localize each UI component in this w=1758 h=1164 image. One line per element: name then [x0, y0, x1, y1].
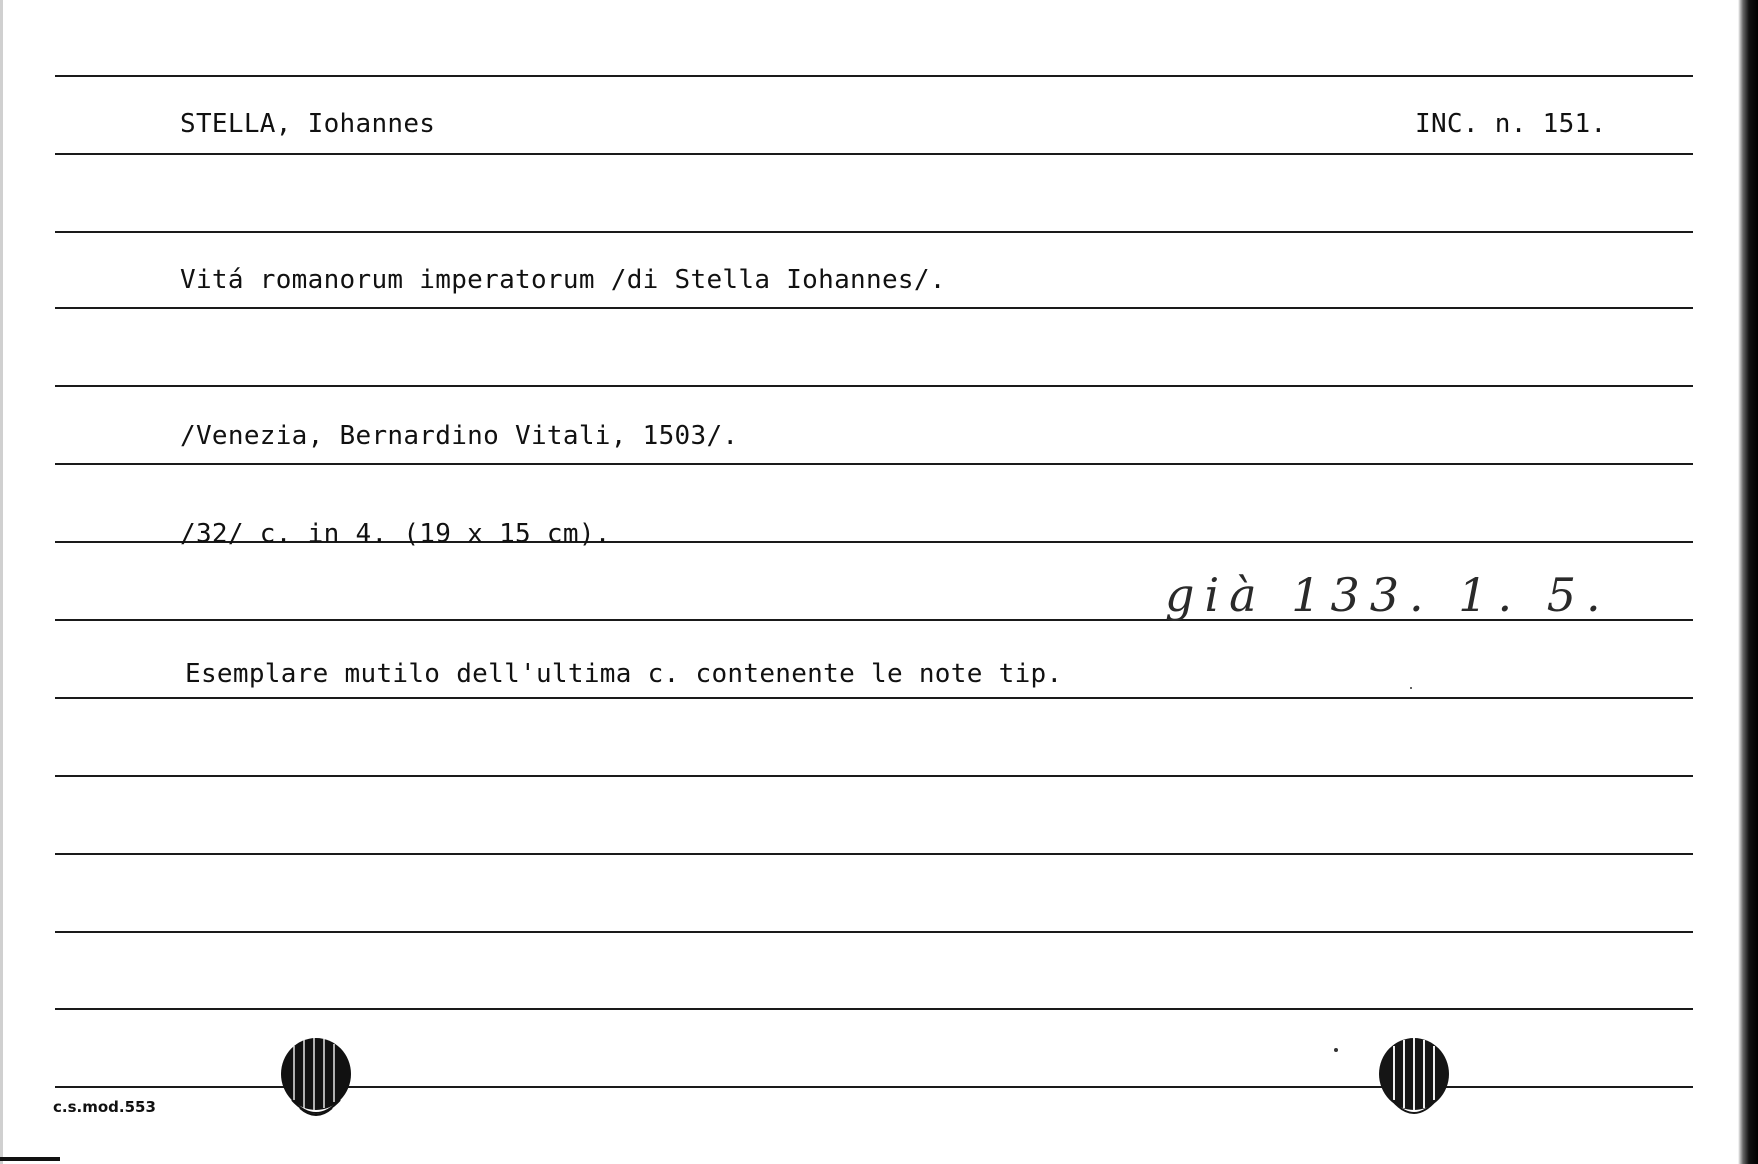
ruled-line: [55, 1008, 1693, 1010]
ruled-line: [55, 463, 1693, 465]
collation-line: /32/ c. in 4. (19 x 15 cm).: [180, 519, 611, 549]
ruled-line: [55, 307, 1693, 309]
ruled-line: [55, 153, 1693, 155]
handwritten-note: già 133. 1. 5.: [1165, 568, 1611, 622]
punch-hole-left: [278, 1034, 354, 1126]
ink-speck: [1410, 687, 1412, 689]
card-corner-mark: [0, 1157, 60, 1161]
ruled-line: [55, 931, 1693, 933]
heading-author: STELLA, Iohannes: [180, 109, 436, 139]
ruled-line: [55, 75, 1693, 77]
shelfmark: INC. n. 151.: [1415, 109, 1607, 139]
note-line: Esemplare mutilo dell'ultima c. contenente le note tip.: [185, 659, 1063, 689]
ruled-line: [55, 385, 1693, 387]
card-left-edge: [0, 0, 3, 1164]
card-right-edge-shadow: [1738, 0, 1758, 1164]
ruled-line: [55, 775, 1693, 777]
ruled-line: [55, 853, 1693, 855]
ruled-line: [55, 697, 1693, 699]
imprint-line: /Venezia, Bernardino Vitali, 1503/.: [180, 421, 739, 451]
ink-speck: [1334, 1048, 1338, 1052]
form-code: c.s.mod.553: [53, 1098, 156, 1116]
punch-hole-right: [1376, 1034, 1452, 1126]
ruled-line: [55, 231, 1693, 233]
title-line: Vitá romanorum imperatorum /di Stella Iohannes/.: [180, 265, 946, 295]
